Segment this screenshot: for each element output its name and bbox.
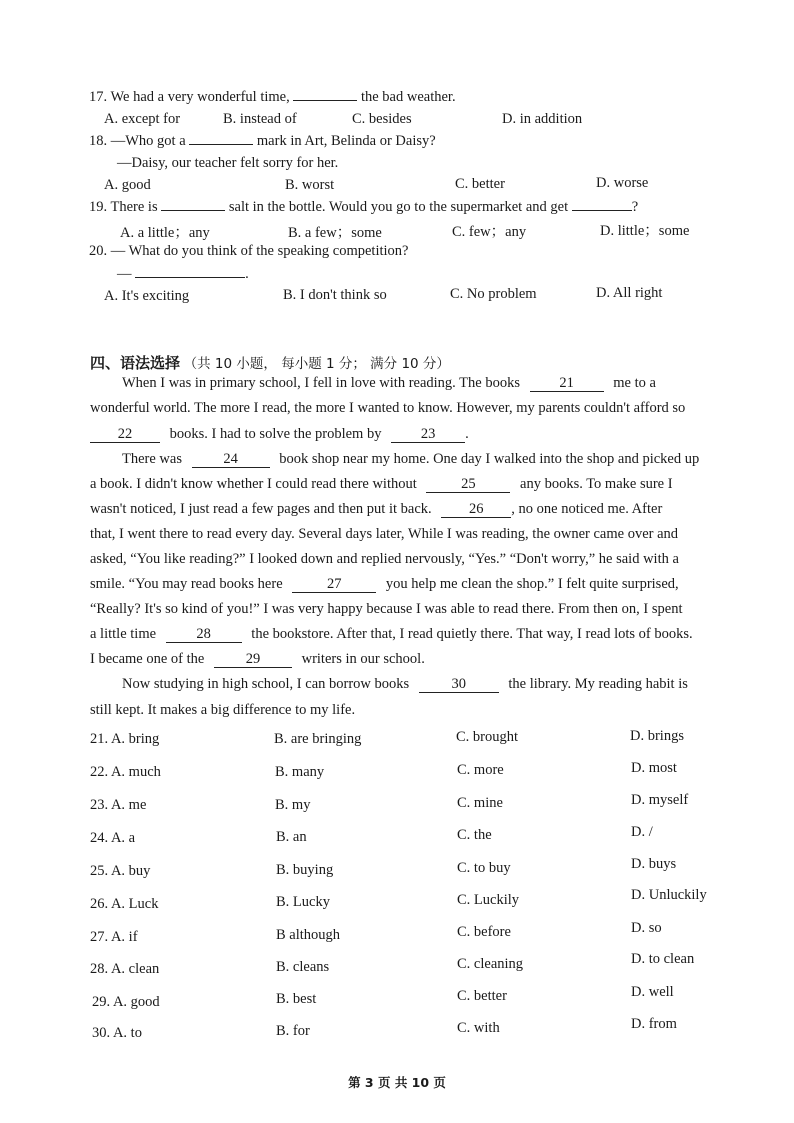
- stem-text: We had a very wonderful time,: [110, 89, 290, 105]
- passage-line: [90, 626, 693, 643]
- option-c: C. mine: [457, 795, 503, 811]
- blank-29[interactable]: 29: [214, 652, 292, 668]
- option-a: A. It's exciting: [104, 288, 190, 304]
- option-a: 23. A. me: [90, 797, 147, 813]
- question-20-reply: [117, 266, 249, 283]
- option-a: A. good: [104, 177, 151, 193]
- option-d: D. Unluckily: [631, 887, 707, 903]
- option-a: 21. A. bring: [90, 731, 160, 747]
- passage-text: a little time: [90, 626, 157, 642]
- passage-text: smile. “You may read books here: [90, 576, 283, 592]
- option-c: C. few；any: [452, 224, 527, 240]
- question-number: 19.: [89, 199, 108, 215]
- option-d: D. most: [631, 760, 677, 776]
- option-d: D. so: [631, 920, 662, 936]
- stem-text: — What do you think of the speaking competition?: [110, 243, 409, 259]
- option-a: 27. A. if: [90, 929, 138, 945]
- stem-text: the bad weather.: [360, 89, 456, 105]
- option-c: C. the: [457, 827, 492, 843]
- option-c: C. with: [457, 1020, 500, 1036]
- stem-text: —Who got a: [110, 133, 186, 149]
- passage-text: .: [465, 426, 469, 442]
- option-d: D. /: [631, 824, 653, 840]
- blank-22[interactable]: 22: [90, 427, 160, 443]
- question-17-stem: [89, 89, 456, 106]
- option-a: 24. A. a: [90, 830, 136, 846]
- option-c: C. before: [457, 924, 511, 940]
- passage-text: writers in our school.: [301, 651, 425, 667]
- option-b: B. buying: [276, 862, 334, 878]
- blank-25[interactable]: 25: [426, 477, 510, 493]
- answer-blank[interactable]: [572, 210, 632, 211]
- option-c: C. brought: [456, 729, 519, 745]
- blank-27[interactable]: 27: [292, 577, 376, 593]
- option-c: C. Luckily: [457, 892, 520, 908]
- question-number: 20.: [89, 243, 108, 259]
- option-c: C. besides: [352, 111, 412, 127]
- option-a: A. a little；any: [120, 225, 210, 241]
- question-18-reply: —Daisy, our teacher felt sorry for her.: [117, 155, 339, 171]
- passage-text: the bookstore. After that, I read quietly there. That way, I read lots of books.: [251, 626, 693, 642]
- stem-text: mark in Art, Belinda or Daisy?: [256, 133, 436, 149]
- passage-line: [90, 651, 425, 668]
- option-a: 26. A. Luck: [90, 896, 159, 912]
- option-d: D. well: [631, 984, 674, 1000]
- question-18-stem: [89, 133, 436, 150]
- passage-text: wasn't noticed, I just read a few pages and then put it back.: [90, 501, 432, 517]
- option-d: D. myself: [631, 792, 689, 808]
- option-b: B. best: [276, 991, 317, 1007]
- passage-text: a book. I didn't know whether I could read there without: [90, 476, 417, 492]
- passage-line: [90, 501, 662, 518]
- blank-23[interactable]: 23: [391, 427, 465, 443]
- stem-text: ?: [631, 199, 639, 215]
- option-b: B. many: [275, 764, 325, 780]
- option-b: B. are bringing: [274, 731, 362, 747]
- option-c: C. No problem: [450, 286, 537, 302]
- option-d: D. brings: [630, 728, 684, 744]
- passage-line: “Really? It's so kind of you!” I was very happy because I was able to read there. From then on, I spent: [90, 601, 683, 617]
- question-19-stem: [89, 199, 638, 216]
- option-b: B. an: [276, 829, 307, 845]
- question-number: 18.: [89, 133, 108, 149]
- reply-end: .: [245, 266, 249, 282]
- passage-line: [90, 476, 673, 493]
- passage-line: [122, 451, 699, 468]
- option-a: 28. A. clean: [90, 961, 160, 977]
- option-a: 22. A. much: [90, 764, 161, 780]
- answer-blank[interactable]: [135, 277, 245, 278]
- page-footer: 第 3 页 共 10 页: [348, 1075, 446, 1090]
- option-b: B. worst: [285, 177, 335, 193]
- section-note: （共 10 小题， 每小题 1 分； 满分 10 分）: [183, 356, 450, 372]
- option-a: 25. A. buy: [90, 863, 151, 879]
- option-d: D. in addition: [502, 111, 583, 127]
- blank-24[interactable]: 24: [192, 452, 270, 468]
- question-number: 17.: [89, 89, 108, 105]
- blank-28[interactable]: 28: [166, 627, 242, 643]
- passage-line: [122, 375, 656, 392]
- passage-line: wonderful world. The more I read, the more I wanted to know. However, my parents couldn't afford so: [90, 400, 686, 416]
- option-b: B although: [276, 927, 341, 943]
- passage-text: any books. To make sure I: [520, 476, 673, 492]
- passage-text: I became one of the: [90, 651, 205, 667]
- option-a: A. except for: [104, 111, 181, 127]
- section-title: 四、语法选择: [90, 354, 181, 372]
- passage-text: book shop near my home. One day I walked into the shop and picked up: [279, 451, 700, 467]
- passage-text: the library. My reading habit is: [508, 676, 688, 692]
- option-d: D. All right: [596, 285, 663, 301]
- stem-text: There is: [110, 199, 158, 215]
- section-heading: [90, 352, 450, 373]
- option-d: D. buys: [631, 856, 677, 872]
- option-d: D. little；some: [600, 223, 690, 239]
- option-a: 30. A. to: [92, 1025, 142, 1041]
- stem-text: salt in the bottle. Would you go to the supermarket and get: [228, 199, 569, 215]
- passage-text: me to a: [613, 375, 656, 391]
- option-b: B. instead of: [223, 111, 297, 127]
- option-b: B. a few；some: [288, 225, 382, 241]
- option-c: C. more: [457, 762, 504, 778]
- option-b: B. for: [276, 1023, 310, 1039]
- option-b: B. my: [275, 797, 311, 813]
- answer-blank[interactable]: [293, 100, 357, 101]
- option-d: D. to clean: [631, 951, 695, 967]
- reply-dash: —: [117, 266, 132, 282]
- passage-text: Now studying in high school, I can borrow books: [122, 676, 410, 692]
- option-d: D. from: [631, 1016, 677, 1032]
- passage-text: There was: [122, 451, 182, 467]
- passage-line: asked, “You like reading?” I looked down and replied nervously, “Yes.” “Don't worry,” he said with a: [90, 551, 679, 567]
- passage-line: [122, 676, 688, 693]
- passage-line: [90, 426, 469, 443]
- passage-line: [90, 576, 679, 593]
- option-d: D. worse: [596, 175, 649, 191]
- option-a: 29. A. good: [92, 994, 160, 1010]
- option-c: C. better: [457, 988, 507, 1004]
- passage-text: books. I had to solve the problem by: [169, 426, 382, 442]
- passage-line: still kept. It makes a big difference to my life.: [90, 702, 356, 718]
- option-b: B. I don't think so: [283, 287, 387, 303]
- option-c: C. to buy: [457, 860, 511, 876]
- answer-blank[interactable]: [161, 210, 225, 211]
- passage-text: , no one noticed me. After: [511, 501, 663, 517]
- option-b: B. cleans: [276, 959, 330, 975]
- passage-text: When I was in primary school, I fell in love with reading. The books: [122, 375, 520, 391]
- option-b: B. Lucky: [276, 894, 330, 910]
- passage-text: you help me clean the shop.” I felt quite surprised,: [385, 576, 679, 592]
- answer-blank[interactable]: [189, 144, 253, 145]
- option-c: C. cleaning: [457, 956, 524, 972]
- blank-30[interactable]: 30: [419, 677, 499, 693]
- passage-line: that, I went there to read every day. Several days later, While I was reading, the owner came over and: [90, 526, 679, 542]
- blank-21[interactable]: 21: [530, 376, 604, 392]
- blank-26[interactable]: 26: [441, 502, 511, 518]
- question-20-stem: [89, 243, 408, 260]
- option-c: C. better: [455, 176, 505, 192]
